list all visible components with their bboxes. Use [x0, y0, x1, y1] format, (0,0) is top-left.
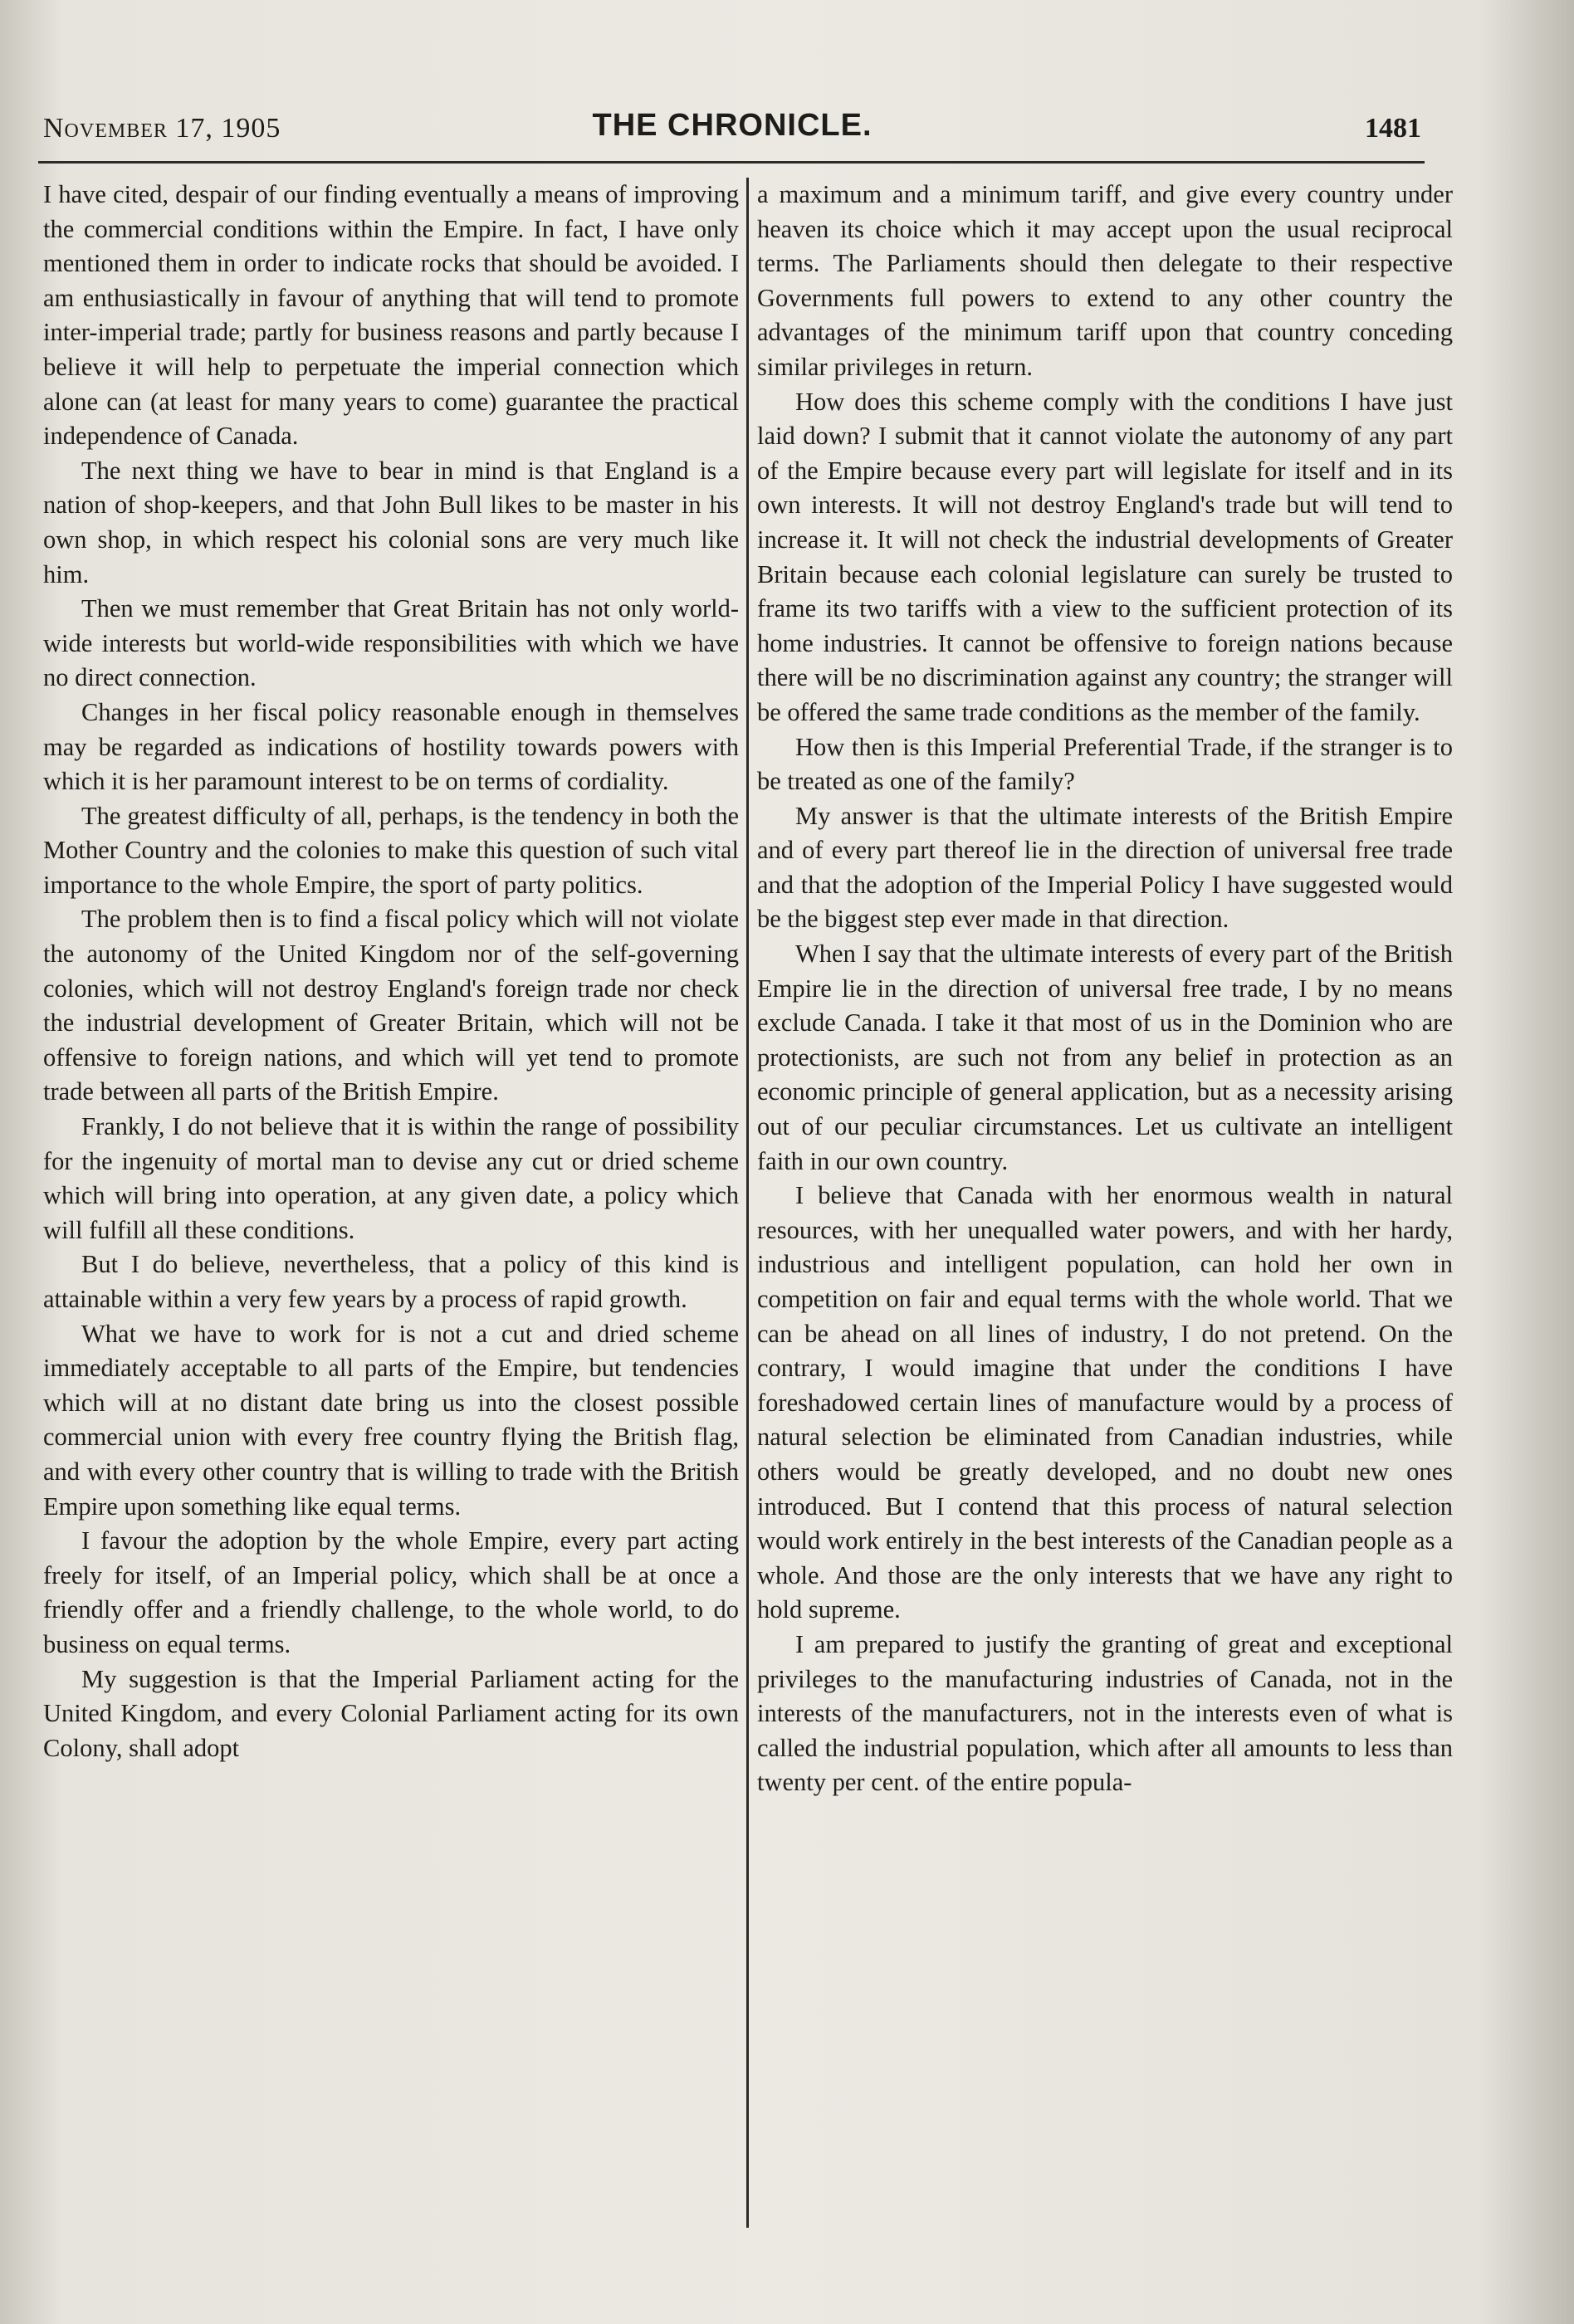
- paragraph: When I say that the ultimate interests of every part of the British Empire lie in the direction of universal free trade, I by no means exclude Canada. I take it that most of us in the Dominion who are protectionists, are such not from any belief in protection as an economic principle of general application, but as a necessity arising out of our peculiar circumstances. Let us cultivate an intelligent faith in our own country.: [757, 940, 1453, 1175]
- paragraph: I am prepared to justify the granting of great and exceptional privileges to the manufacturing industries of Canada, not in the interests of the manufacturers, not in the interests even of what is called the industrial population, which after all amounts to less than twenty per cent. of the entire popula-: [757, 1629, 1453, 1797]
- paragraph: The problem then is to find a fiscal policy which will not violate the autonomy of the United Kingdom nor of the self-governing colonies, which will not destroy England's foreign trade nor check the industrial development of Greater Britain, which will not be offensive to foreign nations, and which will yet tend to promote trade between all parts of the British Empire.: [43, 905, 739, 1106]
- publication-title: THE CHRONICLE.: [592, 108, 873, 143]
- left-column: [43, 178, 739, 2286]
- paragraph: Frankly, I do not believe that it is within the range of possibility for the ingenuity of mortal man to devise any cut or dried scheme which will bring into operation, at any given date, a policy which will fulfill all these conditions.: [43, 1112, 739, 1244]
- paragraph: I favour the adoption by the whole Empire, every part acting freely for itself, of an Imperial policy, which shall be at once a friendly offer and a friendly challenge, to the whole world, to do business on equal terms.: [43, 1526, 739, 1658]
- paragraph: How then is this Imperial Preferential Trade, if the stranger is to be treated as one of the family?: [757, 732, 1453, 796]
- paragraph: My answer is that the ultimate interests of the British Empire and of every part thereof lie in the direction of universal free trade and that the adoption of the Imperial Policy I have suggested would be the biggest step ever made in that direction.: [757, 801, 1453, 934]
- issue-date: November 17, 1905: [43, 113, 281, 144]
- paragraph: How does this scheme comply with the conditions I have just laid down? I submit that it cannot violate the autonomy of any part of the Empire because every part will legislate for itself and in its own interests. It will not destroy England's trade but will tend to increase it. It will not check the industrial developments of Greater Britain because each colonial legislature can surely be trusted to frame its two tariffs with a view to the sufficient protection of its home industries. It cannot be offensive to foreign nations because there will be no discrimination against any country; the stranger will be offered the same trade conditions as the member of the family.: [757, 387, 1453, 726]
- paragraph: The greatest difficulty of all, perhaps, is the tendency in both the Mother Country and the colonies to make this question of such vital importance to the whole Empire, the sport of party politics.: [43, 801, 739, 899]
- paragraph: But I do believe, nevertheless, that a policy of this kind is attainable within a very few years by a process of rapid growth.: [43, 1250, 739, 1313]
- page-header: [43, 106, 1421, 156]
- paragraph: I have cited, despair of our finding eventually a means of improving the commercial conditions within the Empire. In fact, I have only mentioned them in order to indicate rocks that should be avoided. I am enthusiastically in favour of anything that will tend to promote inter-imperial trade; partly for business reasons and partly because I believe it will help to perpetuate the imperial connection which alone can (at least for many years to come) guarantee the practical independence of Canada.: [43, 180, 739, 451]
- paragraph: The next thing we have to bear in mind is that England is a nation of shop-keepers, and that John Bull likes to be master in his own shop, in which respect his colonial sons are very much like him.: [43, 456, 739, 588]
- column-divider: [746, 178, 749, 2228]
- paragraph: Changes in her fiscal policy reasonable enough in themselves may be regarded as indications of hostility towards powers with which it is her paramount interest to be on terms of cordiality.: [43, 697, 739, 796]
- paragraph: I believe that Canada with her enormous wealth in natural resources, with her unequalled water powers, and with her hardy, industrious and intelligent population, can hold her own in competition on fair and equal terms with the whole world. That we can be ahead on all lines of industry, I do not pretend. On the contrary, I would imagine that under the conditions I have foreshadowed certain lines of manufacture would by a process of natural selection be eliminated from Canadian industries, while others would be greatly developed, and no doubt new ones introduced. But I contend that this process of natural selection would work entirely in the best interests of the Canadian people as a whole. And those are the only interests that we have any right to hold supreme.: [757, 1181, 1453, 1624]
- page-number: 1481: [1365, 113, 1421, 144]
- header-rule: [38, 161, 1425, 164]
- paragraph: What we have to work for is not a cut and dried scheme immediately acceptable to all parts of the Empire, but tendencies which will at no distant date bring us into the closest possible commercial union with every free country flying the British flag, and with every other country that is willing to trade with the British Empire upon something like equal terms.: [43, 1319, 739, 1521]
- paragraph: My suggestion is that the Imperial Parliament acting for the United Kingdom, and every Colonial Parliament acting for its own Colony, shall adopt: [43, 1664, 739, 1762]
- paragraph: a maximum and a minimum tariff, and give every country under heaven its choice which it may accept upon the usual reciprocal terms. The Parliaments should then delegate to their respective Governments full powers to extend to any other country the advantages of the minimum tariff upon that country conceding similar privileges in return.: [757, 180, 1453, 381]
- paragraph: Then we must remember that Great Britain has not only world-wide interests but world-wide responsibilities with which we have no direct connection.: [43, 594, 739, 692]
- right-column: [757, 178, 1453, 2286]
